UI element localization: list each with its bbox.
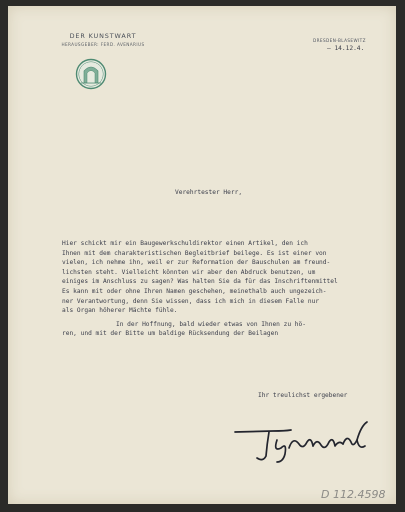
body-line: Hier schickt mir ein Baugewerkschuldirektor einen Artikel, den ich	[62, 240, 308, 247]
kunstwart-logo-icon	[75, 58, 107, 90]
date-place: DRESDEN-BLASEWITZ	[313, 38, 366, 43]
closing: Ihr treulichst ergebener	[258, 392, 348, 399]
archive-number	[319, 483, 389, 503]
body-line: einiges im Anschluss zu sagen? Was halten Sie da für das Inschriftenmittel	[62, 278, 338, 286]
letterhead	[48, 32, 158, 47]
letter-page	[8, 6, 396, 504]
body-line: Es kann mit oder ohne Ihren Namen geschehen, meinethalb auch ungezeich-	[62, 287, 327, 295]
body-line: ren, und mit der Bitte um baldige Rücksendung der Beilagen	[62, 330, 279, 338]
letter-date-value: 14.12.4.	[334, 45, 365, 52]
salutation: Verehrtester Herr,	[175, 189, 243, 196]
letterhead-subtitle: HERAUSGEBER: FERD. AVENARIUS	[61, 42, 145, 47]
letter-body	[62, 239, 382, 339]
letter-date: – 14.12.4.	[327, 45, 365, 52]
letterhead-title: DER KUNSTWART	[69, 32, 137, 40]
archive-number-text: D 112.4598	[321, 488, 386, 501]
body-line: In der Hoffnung, bald wieder etwas von Ihnen zu hö-	[116, 320, 306, 328]
body-line: vielen, ich nehme ihn, weil er zur Reformation der Bauschulen am freund-	[62, 259, 331, 267]
body-line: als Organ höherer Mächte fühle.	[62, 307, 178, 315]
body-line: ner Verantwortung, denn Sie wissen, dass ich mich in diesem Falle nur	[62, 297, 320, 305]
signature	[233, 418, 378, 466]
dateline	[313, 38, 388, 52]
body-line: lichsten steht. Vielleicht könnten wir aber den Abdruck benutzen, um	[62, 268, 316, 276]
body-line: Ihnen mit dem charakteristischen Begleitbrief beilege. Es ist einer von	[62, 249, 327, 257]
